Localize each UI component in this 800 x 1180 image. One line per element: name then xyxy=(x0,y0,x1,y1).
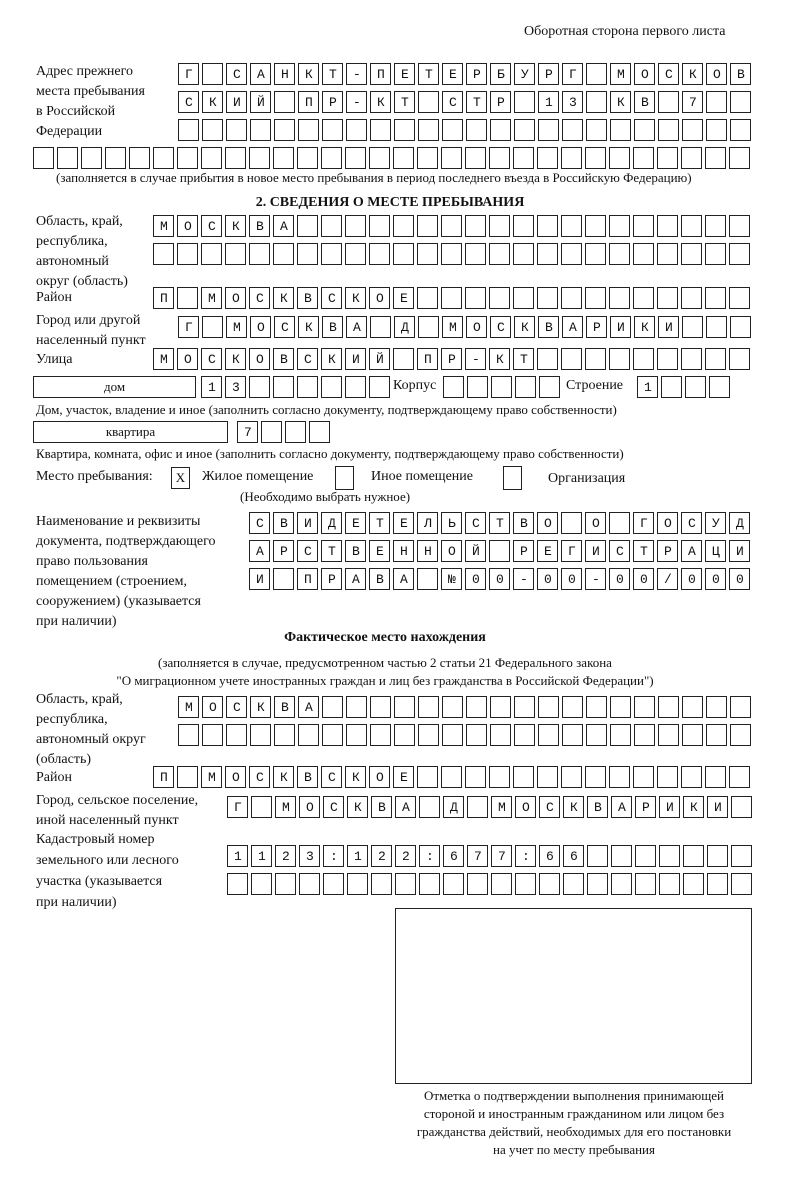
stay-option-label: Организация xyxy=(548,471,626,486)
flat-note: Квартира, комната, офис и иное (заполнить согласно документу, подтверждающему право собственности) xyxy=(36,446,624,461)
cell-row-text xyxy=(40,147,760,170)
cell-row-text: 1 xyxy=(644,380,741,395)
label-line: земельного или лесного xyxy=(36,853,179,868)
label-line: в Российской xyxy=(36,104,116,119)
actual-region-label xyxy=(36,690,146,770)
house-note: Дом, участок, владение и иное (заполнить согласно документу, подтверждающему право собственности) xyxy=(36,402,617,417)
caption-line: гражданства действий, необходимых для его постановки xyxy=(416,1124,732,1139)
section2-title xyxy=(0,195,800,211)
cadastre-label xyxy=(36,829,179,913)
caption-line: Отметка о подтверждении выполнения принимающей xyxy=(423,1088,725,1103)
actual-city-label xyxy=(36,791,198,831)
label-line: (область) xyxy=(36,752,92,767)
cell-row-text: МОСКВА xyxy=(185,700,762,715)
label-line: Область, край, xyxy=(36,692,123,707)
label-line: при наличии) xyxy=(36,895,117,910)
flat-type-field[interactable]: квартира xyxy=(33,421,228,443)
label-line: Область, край, xyxy=(36,214,123,229)
label-line: места пребывания xyxy=(36,84,145,99)
street-label: Улица xyxy=(36,352,73,367)
label-line: Город, сельское поселение, xyxy=(36,793,199,808)
document-label xyxy=(36,512,216,632)
label-line: сооружением) (указывается xyxy=(36,594,201,609)
cell-row-text: П МОСКВСКОЕ xyxy=(160,291,761,306)
label-line: автономный округ xyxy=(36,732,146,747)
label-line: помещением (строением, xyxy=(36,574,187,589)
cell-row-text: 1123:122:677:66 xyxy=(234,849,763,864)
label-line: республика, xyxy=(36,234,108,249)
caption-line: на учет по месту пребывания xyxy=(493,1142,655,1157)
cell-row-text xyxy=(234,873,762,896)
label-line: Город или другой xyxy=(36,313,141,328)
label-line: Наименование и реквизиты xyxy=(36,514,201,529)
label-line: документа, подтверждающего xyxy=(36,534,216,549)
label-line: право пользования xyxy=(36,554,148,569)
cell-row-text xyxy=(450,376,570,399)
section2-title-text: 2. СВЕДЕНИЯ О МЕСТЕ ПРЕБЫВАНИЯ xyxy=(255,195,525,210)
cell-row-text: 13 xyxy=(208,380,401,395)
cell-row-text: П МОСКВСКОЕ xyxy=(160,770,761,785)
stay-option-label: Иное помещение xyxy=(371,469,473,484)
confirmation-stamp-box xyxy=(395,908,752,1084)
cell-row-text xyxy=(185,119,761,142)
caption-line: стороной и иностранным гражданином или лицом без xyxy=(423,1106,725,1121)
stay-checkbox-other[interactable] xyxy=(335,466,354,490)
label-line: Федерации xyxy=(36,124,103,139)
label-line: Адрес прежнего xyxy=(36,64,133,79)
city-label xyxy=(36,311,146,351)
actual-title: Фактическое место нахождения xyxy=(284,630,486,645)
cell-row-text: 7 xyxy=(244,425,341,440)
cell-row-text: СВИДЕТЕЛЬСТВО О ГОСУД xyxy=(256,516,761,531)
cell-row-text: Г МОСКВА Д МОСКВАРИКИ xyxy=(234,800,763,815)
page-header: Оборотная сторона первого листа xyxy=(524,24,726,39)
stay-note: (Необходимо выбрать нужное) xyxy=(240,489,411,504)
cell-row-text: АРСТВЕННОЙ РЕГИСТРАЦИ xyxy=(256,544,761,559)
label-line: республика, xyxy=(36,712,108,727)
house-type-field[interactable]: дом xyxy=(33,376,196,398)
cell-row-text: СКИЙ ПР-КТ СТР 13 КВ 7 xyxy=(185,95,762,110)
prev-address-note: (заполняется в случае прибытия в новое место пребывания в период последнего въезда в Российскую Федерацию) xyxy=(56,170,692,185)
cell-row-text: Г МОСКВА Д МОСКВАРИКИ xyxy=(185,320,762,335)
label-line: автономный xyxy=(36,254,109,269)
label-line: участка (указывается xyxy=(36,874,163,889)
label-line: округ (область) xyxy=(36,274,128,289)
stay-option-label: Жилое помещение xyxy=(202,469,314,484)
actual-note: (заполняется в случае, предусмотренном частью 2 статьи 21 Федерального закона xyxy=(158,655,612,670)
prev-address-label xyxy=(36,62,145,142)
label-line: при наличии) xyxy=(36,614,117,629)
label-line: населенный пункт xyxy=(36,333,146,348)
label-line: иной населенный пункт xyxy=(36,813,179,828)
region-label xyxy=(36,212,128,292)
actual-note: "О миграционном учете иностранных граждан и лиц без гражданства в Российской Федерации") xyxy=(116,673,654,688)
korpus-label: Корпус xyxy=(393,378,437,393)
stay-checkbox-residential[interactable]: X xyxy=(171,467,190,489)
cell-row-text xyxy=(185,724,761,747)
cell-row-text: МОСКВА xyxy=(160,219,761,234)
confirmation-caption xyxy=(395,1087,753,1159)
stay-label: Место пребывания: xyxy=(36,469,153,484)
cell-row-text: МОСКОВСКИЙ ПР-КТ xyxy=(160,352,761,367)
actual-district-label: Район xyxy=(36,770,72,785)
cell-row-text: Г САНКТ-ПЕТЕРБУРГ МОСКОВ xyxy=(185,67,762,82)
building-label: Строение xyxy=(566,378,624,393)
label-line: Кадастровый номер xyxy=(36,832,155,847)
cell-row-text xyxy=(160,243,760,266)
district-label: Район xyxy=(36,290,72,305)
stay-checkbox-organization[interactable] xyxy=(503,466,522,490)
cell-row-text: И ПРАВА №00-00-00/000 xyxy=(256,572,761,587)
